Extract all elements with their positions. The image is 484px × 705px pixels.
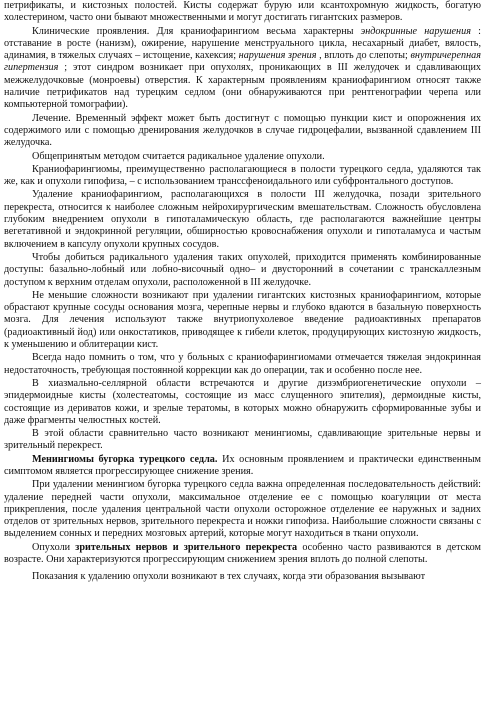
- paragraph: [4, 428, 481, 453]
- text-run: : отставание в росте (нанизм), ожирение, нарушение менструального цикла, несахарный диабет, вялость, адинамия, в тяжелых случаях – истощение, кахексия;: [4, 25, 482, 62]
- paragraph: [4, 26, 481, 112]
- paragraph: [4, 189, 481, 250]
- paragraph: [4, 378, 481, 427]
- paragraph: [4, 164, 481, 189]
- text-run: , вплоть до слепоты;: [316, 50, 411, 62]
- paragraph: [4, 542, 481, 567]
- text-run: Показания к удалению опухоли возникают в тех случаях, когда эти образования вызывают: [32, 571, 426, 583]
- text-run: Общепринятым методом считается радикальное удаление опухоли.: [32, 150, 325, 162]
- paragraph: [4, 454, 481, 479]
- italic-text: эндокринные нарушения: [360, 25, 471, 37]
- text-run: Лечение. Временный эффект может быть достигнут с помощью пункции кист и опорожнения их содержимого или с помощью дренирования желудочков в случае гидроцефалии, вызванной сдавлением III желудочка.: [4, 112, 481, 149]
- paragraph: [4, 290, 481, 351]
- paragraph: [4, 113, 481, 150]
- italic-text: внутричерепная гипертензия: [4, 50, 481, 74]
- text-run: Краниофарингиомы, преимущественно располагающиеся в полости турецкого седла, удаляются так же, как и опухоли гипофиза, – с использованием транссфеноидального или субфронтального доступов.: [4, 163, 481, 188]
- text-run: ; этот синдром возникает при опухолях, проникающих в III желудочек и сдавливающих межжелудочковые (монроевы) отверстия. К характерным проявлениям краниофарингиом относят также наличие петрификатов над турецким седлом (они обнаруживаются при рентгенографии черепа или компьютерной томографии).: [4, 62, 481, 111]
- paragraph: [4, 151, 481, 163]
- paragraph: [4, 352, 481, 377]
- text-run: При удалении менингиом бугорка турецкого седла важна определенная последовательность действий: удаление передней части опухоли, максимальное отделение ее с помощью коагуляции от места прикрепления, после удаления центральной части опухоли осторожное отделение ее наружных и задних отделов от зрительных нервов, зрительного перекреста и ножки гипофиза. Наибольшие сложности связаны с выделением сонных и передних мозговых артерий, которые могут находиться в ткани опухоли.: [4, 479, 481, 540]
- paragraph: [4, 479, 481, 540]
- text-run: Удаление краниофарингиом, располагающихся в полости III желудочка, позади зрительного перекреста, относится к наиболее сложным нейрохирургическим вмешательствам. Сложность обусловлена глубоким внедрением опухоли в гипоталамическую область, где располагаются важнейшие центры вегетативной и эндокринной регуляции, обширностью кровоснабжения опухоли и гипоталамуса и частым включением в капсулу опухоли крупных сосудов.: [4, 189, 481, 250]
- text-run: Опухоли: [32, 541, 76, 553]
- text-run: Их основным проявлением и практически единственным симптомом является прогрессирующее снижение зрения.: [4, 453, 481, 477]
- text-run: Не меньшие сложности возникают при удалении гигантских кистозных краниофарингиом, которые обрастают крупные сосуды основания мозга, черепные нервы и глубоко вдаются в базальную поверхность мозга. Для лечения используют также внутриопухолевое введение радиоактивных препаратов (радиоактивный йод) или онкостатиков, приводящее к гибели клеток, продуцирующих кистозную жидкость, к уменьшению и облитерации кист.: [4, 289, 481, 351]
- text-run: В этой области сравнительно часто возникают менингиомы, сдавливающие зрительные нервы и зрительный перекрест.: [4, 428, 481, 452]
- text-run: В хиазмально-селлярной области встречаются и другие дизэмбриогенетические опухоли – эпидермоидные кисты (холестеатомы, состоящие из масс слущенного эпителия), дермоидные кисты, состоящие из дериватов кожи, и зрелые тератомы, в которых можно обнаружить сформированные зубы и даже фрагменты челюстных костей.: [4, 377, 481, 426]
- paragraph: [4, 252, 481, 289]
- bold-text: Менингиомы бугорка турецкого седла.: [32, 453, 218, 465]
- paragraph: [4, 571, 481, 583]
- text-run: Клинические проявления. Для краниофарингиом весьма характерны: [32, 25, 361, 37]
- italic-text: нарушения зрения: [238, 50, 317, 62]
- text-run: петрификаты, и кистозных полостей. Кисты содержат бурую или ксантохромную жидкость, богатую холестерином, часто они бывают множественными и могут достигать гигантских размеров.: [4, 0, 481, 24]
- text-run: особенно часто развиваются в детском возрасте. Они характеризуются прогрессирующим снижением зрения вплоть до полной слепоты.: [4, 541, 481, 566]
- text-run: Чтобы добиться радикального удаления таких опухолей, приходится применять комбинированные доступы: базально-лобный или лобно-височный одно– и двусторонний в сочетании с транскаллезным доступом к верхним отделам опухоли, расположенной в III желудочке.: [4, 251, 481, 288]
- bold-text: зрительных нервов и зрительного перекреста: [75, 541, 298, 553]
- paragraph: [4, 0, 481, 25]
- text-run: Всегда надо помнить о том, что у больных с краниофарингиомами отмечается тяжелая эндокринная недостаточность, требующая постоянной коррекции как до операции, так и особенно после нее.: [4, 352, 481, 376]
